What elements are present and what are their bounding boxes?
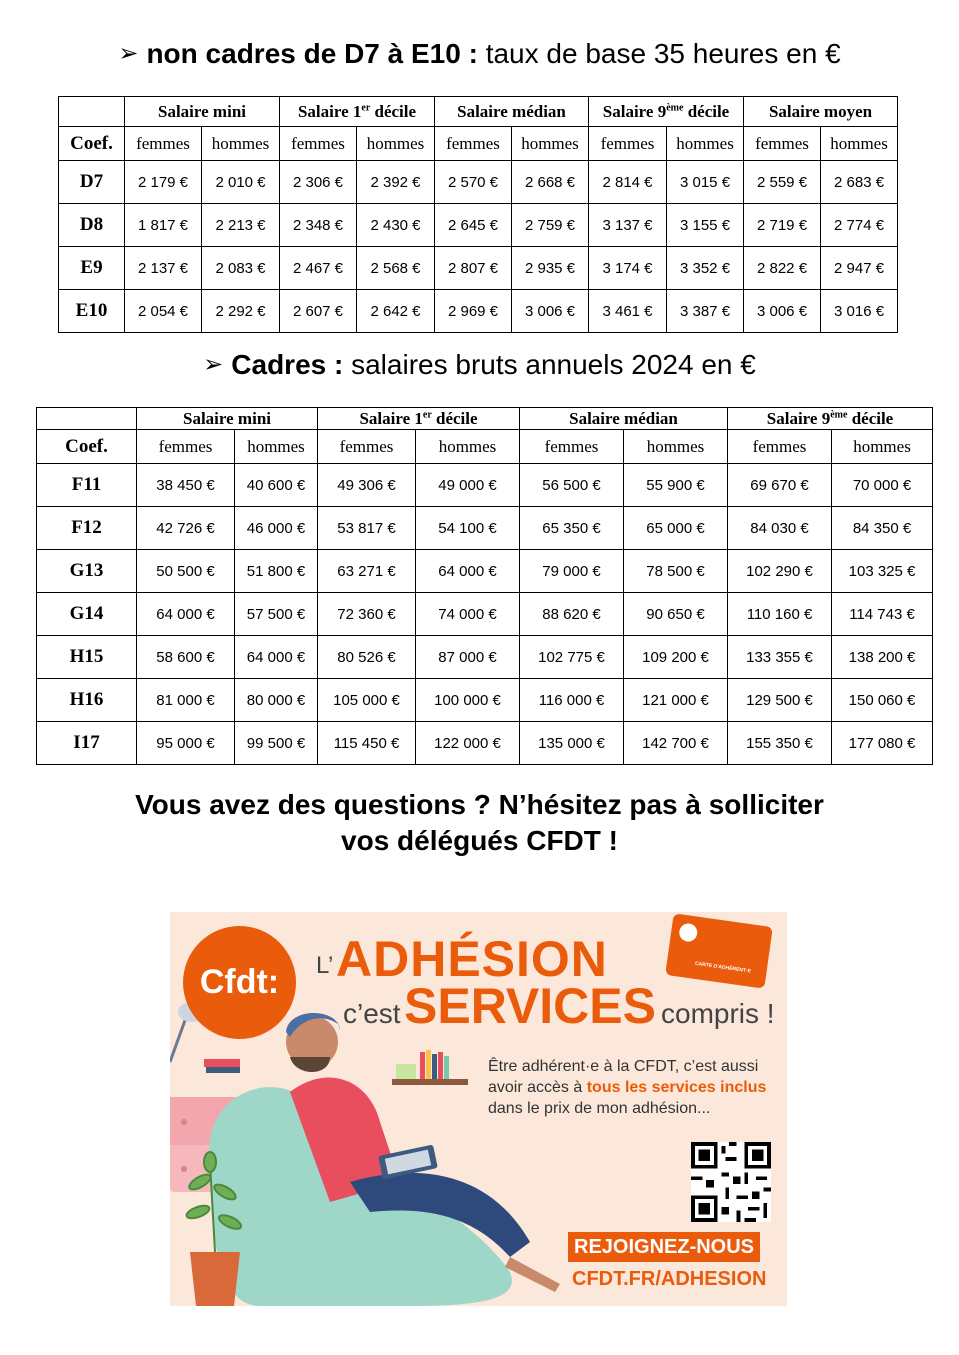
salary-cell: 65 000 € (624, 507, 728, 550)
salary-cell: 3 016 € (821, 290, 898, 333)
salary-cell: 2 010 € (202, 161, 280, 204)
join-us-button[interactable]: REJOIGNEZ-NOUS (568, 1232, 760, 1262)
salary-cell: 74 000 € (416, 593, 520, 636)
salary-cell: 2 807 € (435, 247, 512, 290)
salary-cell: 3 006 € (512, 290, 589, 333)
coef-header: Coef. (37, 430, 137, 464)
femmes-header: femmes (744, 127, 821, 161)
salary-cell: 2 774 € (821, 204, 898, 247)
salary-cell: 100 000 € (416, 679, 520, 722)
salary-cell: 95 000 € (137, 722, 235, 765)
salary-cell: 49 000 € (416, 464, 520, 507)
salary-cell: 2 054 € (125, 290, 202, 333)
group-header: Salaire mini (137, 408, 318, 430)
salary-cell: 138 200 € (832, 636, 933, 679)
hommes-header: hommes (416, 430, 520, 464)
arrow-bullet-icon: ➢ (118, 40, 139, 67)
salary-cell: 2 137 € (125, 247, 202, 290)
section1-heading-bold: non cadres de D7 à E10 : (146, 38, 478, 69)
salary-cell: 42 726 € (137, 507, 235, 550)
cfdt-membership-poster (170, 912, 787, 1306)
poster-compris: compris ! (661, 998, 775, 1029)
hommes-header: hommes (667, 127, 744, 161)
salary-cell: 1 817 € (125, 204, 202, 247)
salary-cell: 122 000 € (416, 722, 520, 765)
femmes-header: femmes (318, 430, 416, 464)
salary-cell: 88 620 € (520, 593, 624, 636)
group-header: Salaire 1er décile (280, 97, 435, 127)
table-row (37, 464, 933, 507)
salary-cell: 2 570 € (435, 161, 512, 204)
salary-cell: 2 683 € (821, 161, 898, 204)
femmes-header: femmes (137, 430, 235, 464)
coef-cell: F11 (37, 464, 137, 507)
adhesion-link[interactable]: CFDT.FR/ADHESION (572, 1268, 767, 1290)
coef-cell: G14 (37, 593, 137, 636)
qr-code-icon[interactable] (691, 1142, 771, 1222)
salary-cell: 84 350 € (832, 507, 933, 550)
salary-cell: 2 814 € (589, 161, 667, 204)
arrow-bullet-icon: ➢ (203, 351, 224, 378)
salary-cell: 109 200 € (624, 636, 728, 679)
table-row (59, 247, 898, 290)
group-header: Salaire mini (125, 97, 280, 127)
coef-cell: I17 (37, 722, 137, 765)
coef-cell: G13 (37, 550, 137, 593)
femmes-header: femmes (280, 127, 357, 161)
salary-cell: 135 000 € (520, 722, 624, 765)
salary-cell: 3 155 € (667, 204, 744, 247)
poster-text-line-2a: avoir accès à (488, 1079, 587, 1096)
poster-services: SERVICES (404, 978, 656, 1034)
card-logo-icon (678, 922, 698, 942)
salary-cell: 58 600 € (137, 636, 235, 679)
poster-text-line-2 (488, 1077, 783, 1098)
salary-cell: 80 526 € (318, 636, 416, 679)
group-header: Salaire 1er décile (318, 408, 520, 430)
card-text: CARTE D’ADHÉRENT·E (694, 960, 752, 975)
table-row (59, 290, 898, 333)
salary-cell: 2 969 € (435, 290, 512, 333)
salary-cell: 110 160 € (728, 593, 832, 636)
salary-cell: 129 500 € (728, 679, 832, 722)
poster-l-apostrophe: L’ (316, 952, 334, 979)
salary-cell: 3 006 € (744, 290, 821, 333)
salary-cell: 2 467 € (280, 247, 357, 290)
poster-text-highlight: tous les services inclus (586, 1079, 767, 1096)
salary-cell: 2 645 € (435, 204, 512, 247)
hommes-header: hommes (512, 127, 589, 161)
callout-line-2: vos délégués CFDT ! (341, 825, 618, 856)
salary-cell: 133 355 € (728, 636, 832, 679)
salary-cell: 2 306 € (280, 161, 357, 204)
salary-cell: 90 650 € (624, 593, 728, 636)
group-header: Salaire moyen (744, 97, 898, 127)
salary-cell: 150 060 € (832, 679, 933, 722)
salary-cell: 79 000 € (520, 550, 624, 593)
salary-cell: 70 000 € (832, 464, 933, 507)
salary-cell: 2 642 € (357, 290, 435, 333)
section1-heading-rest: taux de base 35 heures en € (477, 38, 841, 69)
salary-cell: 142 700 € (624, 722, 728, 765)
salary-cell: 116 000 € (520, 679, 624, 722)
salary-cell: 3 137 € (589, 204, 667, 247)
salary-cell: 2 559 € (744, 161, 821, 204)
hommes-header: hommes (235, 430, 318, 464)
section1-heading (0, 38, 959, 70)
salary-cell: 102 290 € (728, 550, 832, 593)
salary-cell: 3 174 € (589, 247, 667, 290)
table-row (37, 550, 933, 593)
salary-cell: 105 000 € (318, 679, 416, 722)
salary-cell: 50 500 € (137, 550, 235, 593)
hommes-header: hommes (624, 430, 728, 464)
salary-cell: 3 352 € (667, 247, 744, 290)
coef-cell: E9 (59, 247, 125, 290)
salary-cell: 2 719 € (744, 204, 821, 247)
salary-cell: 2 759 € (512, 204, 589, 247)
salary-cell: 103 325 € (832, 550, 933, 593)
salary-cell: 2 430 € (357, 204, 435, 247)
femmes-header: femmes (520, 430, 624, 464)
salary-cell: 3 015 € (667, 161, 744, 204)
table-row (59, 204, 898, 247)
salary-cell: 2 568 € (357, 247, 435, 290)
section2-heading-rest: salaires bruts annuels 2024 en € (343, 349, 756, 380)
salary-cell: 84 030 € (728, 507, 832, 550)
salary-cell: 49 306 € (318, 464, 416, 507)
salary-cell: 64 000 € (137, 593, 235, 636)
poster-text-line-1: Être adhérent·e à la CFDT, c’est aussi (488, 1058, 759, 1075)
salary-cell: 2 392 € (357, 161, 435, 204)
salary-cell: 69 670 € (728, 464, 832, 507)
coef-cell: E10 (59, 290, 125, 333)
salary-cell: 40 600 € (235, 464, 318, 507)
coef-cell: D8 (59, 204, 125, 247)
poster-description (488, 1056, 783, 1119)
poster-text-line-3: dans le prix de mon adhésion... (488, 1100, 711, 1117)
salary-cell: 99 500 € (235, 722, 318, 765)
salary-cell: 87 000 € (416, 636, 520, 679)
coef-cell: F12 (37, 507, 137, 550)
salary-cell: 54 100 € (416, 507, 520, 550)
group-header: Salaire médian (435, 97, 589, 127)
salary-cell: 2 348 € (280, 204, 357, 247)
group-header: Salaire médian (520, 408, 728, 430)
group-header: Salaire 9ème décile (728, 408, 933, 430)
salary-cell: 81 000 € (137, 679, 235, 722)
questions-callout (0, 787, 959, 859)
header-blank-cell (59, 97, 125, 127)
section2-heading-bold: Cadres : (231, 349, 344, 380)
salary-cell: 57 500 € (235, 593, 318, 636)
salary-cell: 3 461 € (589, 290, 667, 333)
femmes-header: femmes (728, 430, 832, 464)
salary-cell: 53 817 € (318, 507, 416, 550)
poster-cest: c’est (343, 998, 401, 1029)
group-header: Salaire 9ème décile (589, 97, 744, 127)
salary-cell: 46 000 € (235, 507, 318, 550)
table-row (37, 636, 933, 679)
salary-cell: 2 935 € (512, 247, 589, 290)
hommes-header: hommes (832, 430, 933, 464)
salary-cell: 2 822 € (744, 247, 821, 290)
hommes-header: hommes (821, 127, 898, 161)
coef-header: Coef. (59, 127, 125, 161)
salary-cell: 65 350 € (520, 507, 624, 550)
salary-cell: 2 179 € (125, 161, 202, 204)
hommes-header: hommes (202, 127, 280, 161)
table-row (37, 722, 933, 765)
coef-cell: D7 (59, 161, 125, 204)
salary-cell: 80 000 € (235, 679, 318, 722)
salary-cell: 72 360 € (318, 593, 416, 636)
cadres-salary-table (36, 407, 933, 765)
femmes-header: femmes (435, 127, 512, 161)
salary-cell: 2 607 € (280, 290, 357, 333)
salary-cell: 115 450 € (318, 722, 416, 765)
salary-cell: 51 800 € (235, 550, 318, 593)
non-cadres-salary-table (58, 96, 898, 333)
salary-cell: 2 947 € (821, 247, 898, 290)
coef-cell: H15 (37, 636, 137, 679)
salary-cell: 114 743 € (832, 593, 933, 636)
femmes-header: femmes (125, 127, 202, 161)
table-row (59, 161, 898, 204)
salary-cell: 2 083 € (202, 247, 280, 290)
femmes-header: femmes (589, 127, 667, 161)
header-blank-cell (37, 408, 137, 430)
callout-line-1: Vous avez des questions ? N’hésitez pas à solliciter (135, 789, 824, 820)
salary-cell: 102 775 € (520, 636, 624, 679)
salary-cell: 64 000 € (235, 636, 318, 679)
salary-cell: 56 500 € (520, 464, 624, 507)
salary-cell: 121 000 € (624, 679, 728, 722)
salary-cell: 2 213 € (202, 204, 280, 247)
salary-cell: 63 271 € (318, 550, 416, 593)
salary-cell: 2 668 € (512, 161, 589, 204)
coef-cell: H16 (37, 679, 137, 722)
table-row (37, 507, 933, 550)
cfdt-logo: Cfdt: (183, 926, 296, 1039)
hommes-header: hommes (357, 127, 435, 161)
salary-cell: 38 450 € (137, 464, 235, 507)
salary-cell: 2 292 € (202, 290, 280, 333)
salary-cell: 3 387 € (667, 290, 744, 333)
salary-cell: 155 350 € (728, 722, 832, 765)
salary-cell: 177 080 € (832, 722, 933, 765)
poster-adhesion: ADHÉSION (336, 931, 608, 987)
salary-cell: 78 500 € (624, 550, 728, 593)
table-row (37, 679, 933, 722)
section2-heading (0, 349, 959, 381)
salary-cell: 64 000 € (416, 550, 520, 593)
table-row (37, 593, 933, 636)
salary-cell: 55 900 € (624, 464, 728, 507)
